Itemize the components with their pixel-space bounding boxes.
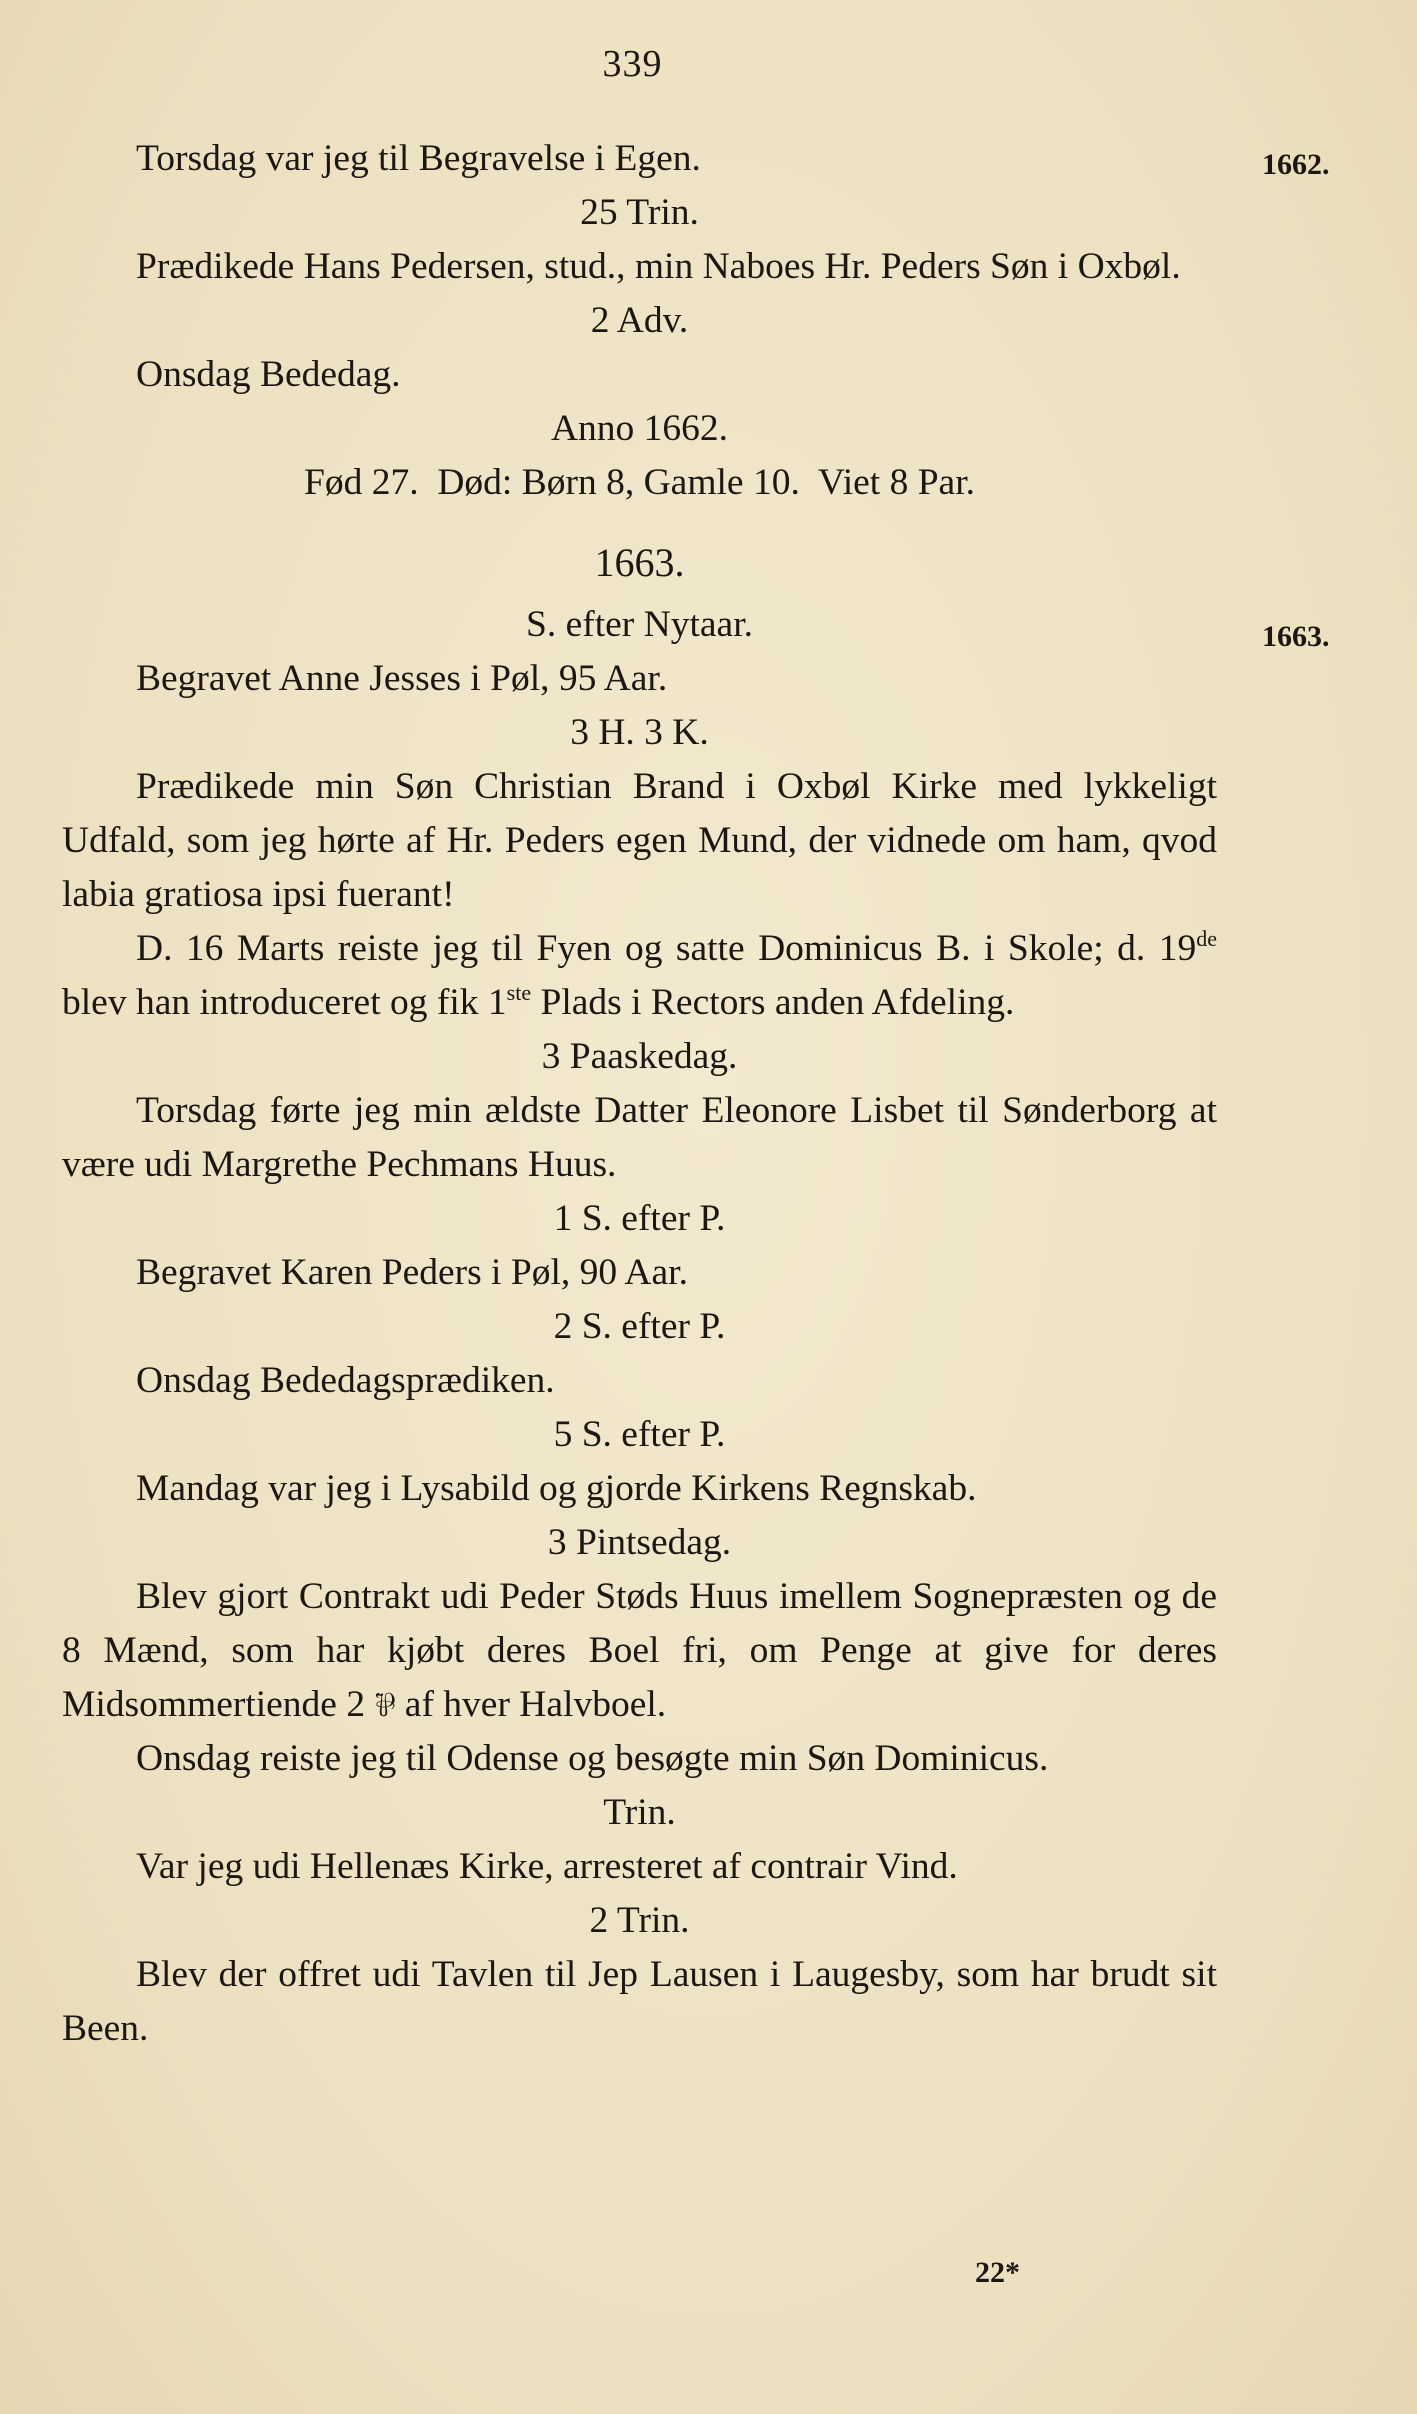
entry-praedikede-christian: Prædikede min Søn Christian Brand i Oxbøl Kirke med lykkeligt Udfald, som jeg hørte af Hr. Peders egen Mund, der vidnede om ham, qvod labia gratiosa ipsi fuerant! <box>62 766 1217 915</box>
heading-anno-1662: Anno 1662. <box>550 408 729 449</box>
entry-fyen-part2: blev han introduceret og fik 1 <box>62 982 507 1023</box>
page-body <box>62 132 1217 2056</box>
entry-eleonore-lisbet: Torsdag førte jeg min ældste Datter Eleonore Lisbet til Sønderborg at være udi Margrethe Pechmans Huus. <box>62 1090 1217 1185</box>
entry-contrakt-part1: Blev gjort Contrakt udi Peder Støds Huus imellem Sognepræsten og de 8 Mænd, som har kjøbt deres Boel fri, om Penge at give for deres Midsommertiende 2 <box>62 1576 1217 1725</box>
page-number: 339 <box>602 43 663 85</box>
entry-begravet-anne: Begravet Anne Jesses i Pøl, 95 Aar. <box>136 658 668 699</box>
entry-torsdag: Torsdag var jeg til Begravelse i Egen. <box>136 138 701 179</box>
margin-year-1663: 1663. <box>1262 620 1330 653</box>
entry-contrakt <box>62 1570 1217 1732</box>
entry-begravet-karen: Begravet Karen Peders i Pøl, 90 Aar. <box>136 1252 688 1293</box>
entry-odense: Onsdag reiste jeg til Odense og besøgte min Søn Dominicus. <box>136 1738 1049 1779</box>
year-heading-1663: 1663. <box>594 540 685 585</box>
entry-fyen-part3: Plads i Rectors anden Afdeling. <box>531 982 1015 1023</box>
margin-year-1662: 1662. <box>1262 148 1330 181</box>
heading-2-adv: 2 Adv. <box>590 300 689 341</box>
heading-5-s-efter-p: 5 S. efter P. <box>553 1414 726 1455</box>
heading-trin: Trin. <box>603 1792 676 1833</box>
heading-s-efter-nytaar: S. efter Nytaar. <box>526 604 753 645</box>
heading-1-s-efter-p: 1 S. efter P. <box>553 1198 726 1239</box>
heading-3-paaskedag: 3 Paaskedag. <box>541 1036 738 1077</box>
superscript-ste: ste <box>506 980 532 1005</box>
heading-3-pintsedag: 3 Pintsedag. <box>547 1522 732 1563</box>
entry-fyen-dominicus <box>62 922 1217 1030</box>
heading-2-trin: 2 Trin. <box>589 1900 690 1941</box>
entry-contrakt-part2: af hver Halvboel. <box>395 1684 667 1725</box>
entry-bededagspraediken: Onsdag Bededagsprædiken. <box>136 1360 555 1401</box>
signature-mark: 22* <box>975 2256 1020 2289</box>
entry-fyen-part1: D. 16 Marts reiste jeg til Fyen og satte Dominicus B. i Skole; d. 19 <box>136 928 1197 969</box>
entry-hellenaes: Var jeg udi Hellenæs Kirke, arresteret af contrair Vind. <box>136 1846 958 1887</box>
rixdaler-symbol: ⅌ <box>374 1687 396 1723</box>
heading-2-s-efter-p: 2 S. efter P. <box>553 1306 726 1347</box>
entry-lysabild: Mandag var jeg i Lysabild og gjorde Kirkens Regnskab. <box>136 1468 977 1509</box>
entry-praedikede-hans: Prædikede Hans Pedersen, stud., min Naboes Hr. Peders Søn i Oxbøl. <box>136 246 1181 287</box>
statistics-1662: Fød 27. Død: Børn 8, Gamle 10. Viet 8 Par. <box>304 462 975 503</box>
superscript-de: de <box>1196 926 1217 951</box>
entry-onsdag-bededag: Onsdag Bededag. <box>136 354 401 395</box>
heading-25-trin: 25 Trin. <box>580 192 699 233</box>
entry-tavlen: Blev der offret udi Tavlen til Jep Lausen i Laugesby, som har brudt sit Been. <box>62 1954 1217 2049</box>
heading-3h-3k: 3 H. 3 K. <box>570 712 709 753</box>
